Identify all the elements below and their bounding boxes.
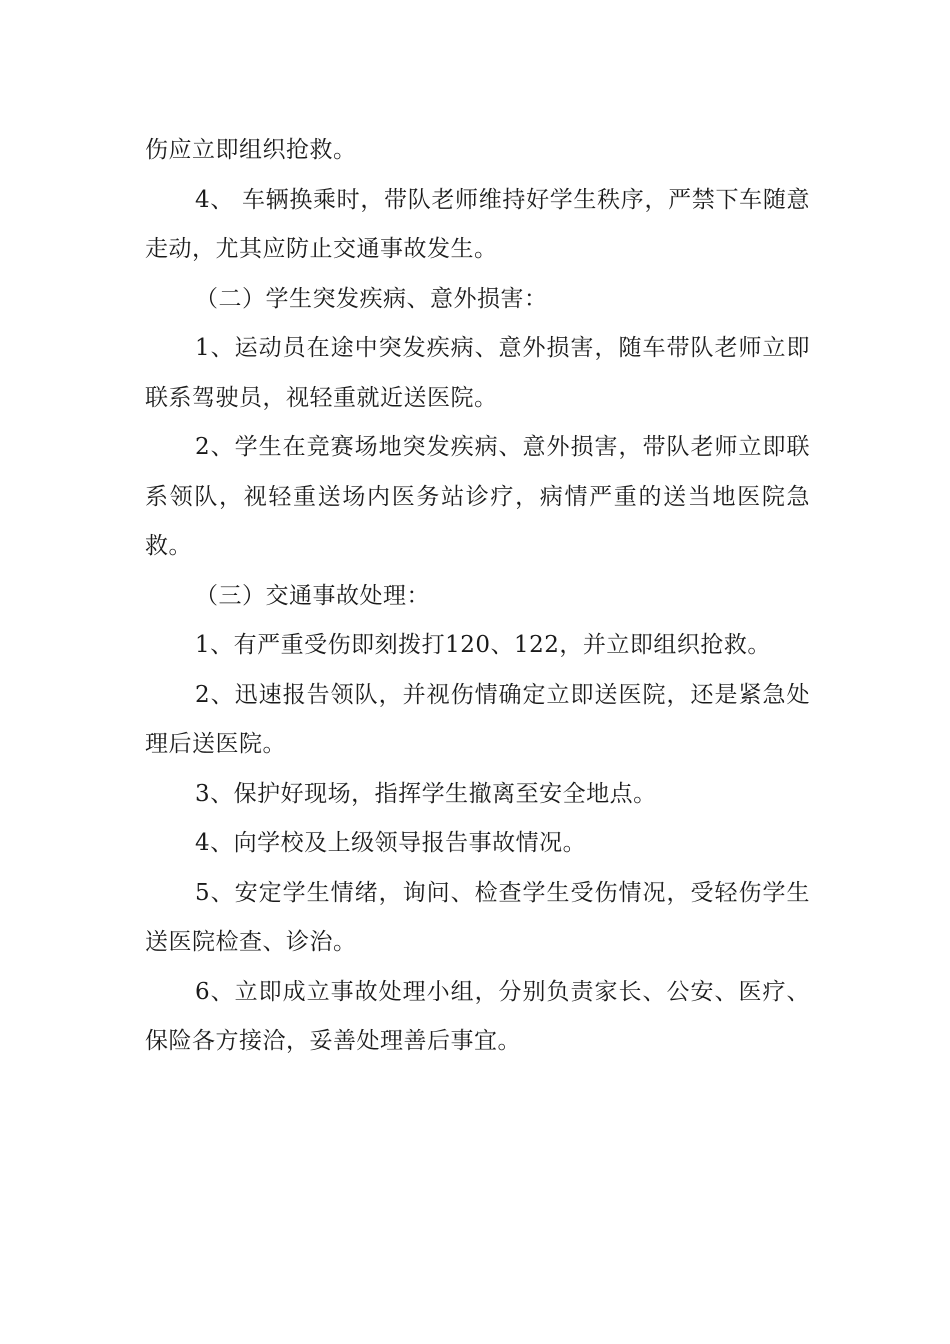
paragraph-traffic-item-3: 3、保护好现场，指挥学生撤离至安全地点。 — [195, 780, 657, 807]
paragraph-traffic-item-5: 5、安定学生情绪，询问、检查学生受伤情况，受轻伤学生送医院检查、诊治。 — [145, 879, 810, 955]
paragraph-traffic-item-1: 1、有严重受伤即刻拨打120、122，并立即组织抢救。 — [195, 632, 771, 658]
section-heading-illness-injury: （二）学生突发疾病、意外损害： — [195, 285, 548, 312]
section-heading-traffic-accident: （三）交通事故处理： — [195, 582, 430, 609]
paragraph-item-4-vehicle-transfer: 4、 车辆换乘时，带队老师维持好学生秩序，严禁下车随意走动，尤其应防止交通事故发生。 — [145, 186, 810, 262]
paragraph-traffic-item-2: 2、迅速报告领队，并视伤情确定立即送医院，还是紧急处理后送医院。 — [145, 681, 810, 757]
paragraph-traffic-item-6: 6、立即成立事故处理小组，分别负责家长、公安、医疗、保险各方接洽，妥善处理善后事宜。 — [145, 978, 810, 1054]
paragraph-illness-item-2: 2、学生在竞赛场地突发疾病、意外损害，带队老师立即联系领队，视轻重送场内医务站诊疗，病情严重的送当地医院急救。 — [145, 434, 810, 559]
paragraph-traffic-item-4: 4、向学校及上级领导报告事故情况。 — [195, 830, 587, 856]
paragraph-illness-item-1: 1、运动员在途中突发疾病、意外损害，随车带队老师立即联系驾驶员，视轻重就近送医院。 — [145, 335, 810, 411]
paragraph-continuation: 伤应立即组织抢救。 — [145, 137, 357, 163]
document-body — [145, 126, 810, 1067]
